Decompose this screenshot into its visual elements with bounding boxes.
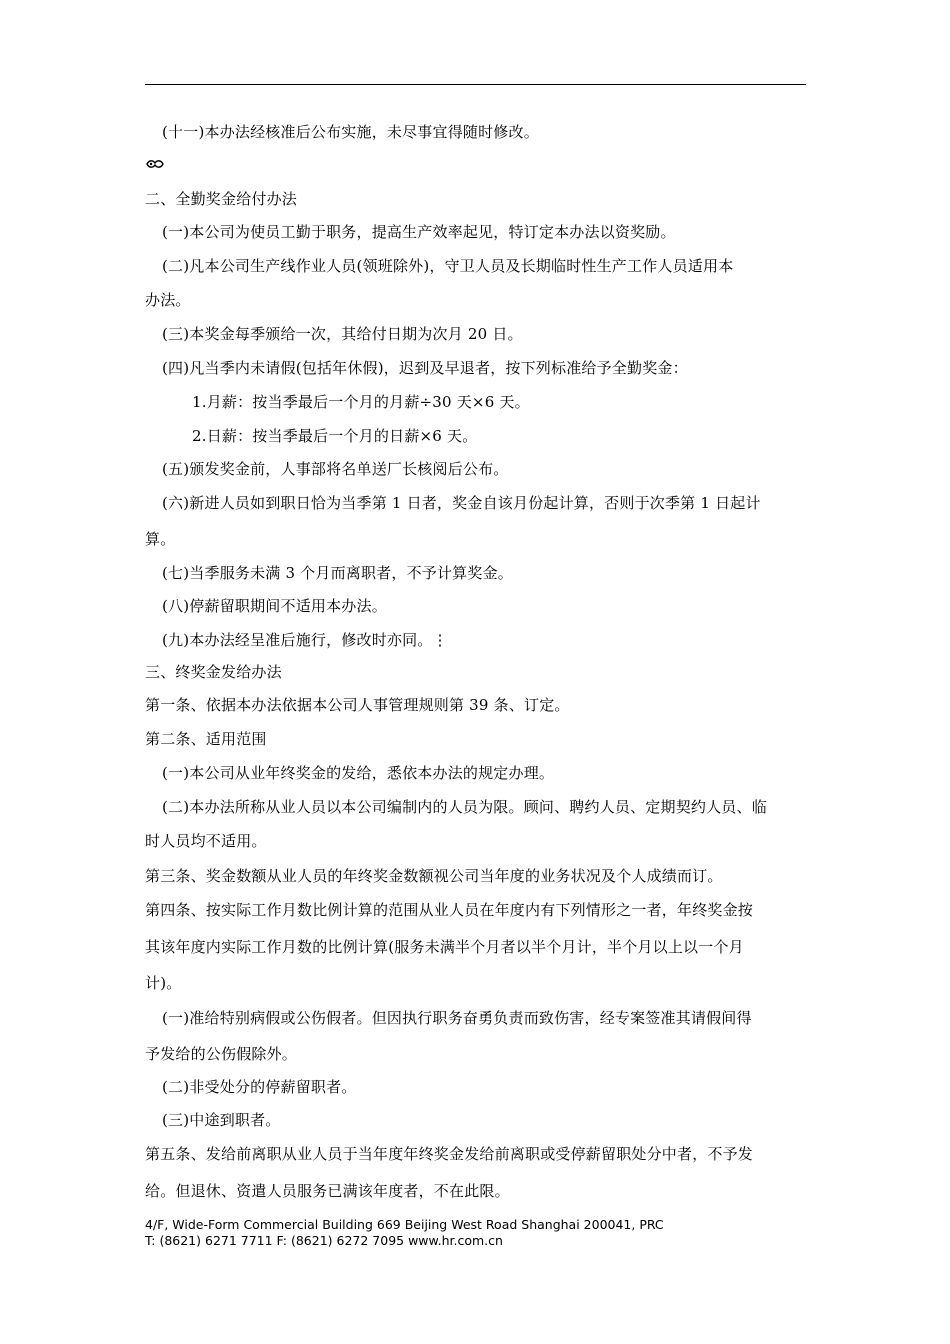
article-5-cont: 给。但退休、资遣人员服务已满该年度者，不在此限。 <box>145 1182 510 1200</box>
clause-11: (十一)本办法经核准后公布实施，未尽事宜得随时修改。 <box>162 123 539 141</box>
clause-7: (七)当季服务未满 3 个月而离职者，不予计算奖金。 <box>162 564 513 582</box>
clause-6-cont: 算。 <box>145 530 176 548</box>
article-4-item-2: (二)非受处分的停薪留职者。 <box>162 1078 357 1096</box>
article-2-item-2-cont: 时人员均不适用。 <box>145 832 267 850</box>
clause-4-item-2: 2.日薪：按当季最后一个月的日薪×6 天。 <box>192 427 478 445</box>
article-4-item-1: (一)准给特别病假或公伤假者。但因执行职务奋勇负责而致伤害，经专案签准其请假间得 <box>162 1009 752 1027</box>
clause-5: (五)颁发奖金前，人事部将名单送厂长核阅后公布。 <box>162 460 509 478</box>
section-heading-attendance-bonus: 二、全勤奖金给付办法 <box>145 190 298 208</box>
clause-2: (二)凡本公司生产线作业人员(领班除外)，守卫人员及长期临时性生产工作人员适用本 <box>162 257 734 275</box>
clause-4: (四)凡当季内未请假(包括年休假)，迟到及早退者，按下列标准给予全勤奖金： <box>162 359 688 377</box>
article-1: 第一条、依据本办法依据本公司人事管理规则第 39 条、订定。 <box>145 696 570 714</box>
article-2-item-1: (一)本公司从业年终奖金的发给，悉依本办法的规定办理。 <box>162 764 555 782</box>
clause-2-cont: 办法。 <box>145 291 191 309</box>
article-3: 第三条、奖金数额从业人员的年终奖金数额视公司当年度的业务状况及个人成绩而订。 <box>145 867 723 885</box>
article-4: 第四条、按实际工作月数比例计算的范围从业人员在年度内有下列情形之一者，年终奖金按 <box>145 901 754 919</box>
article-2-item-2: (二)本办法所称从业人员以本公司编制内的人员为限。顾问、聘约人员、定期契约人员、临 <box>162 798 767 816</box>
article-4-item-1-cont: 予发给的公伤假除外。 <box>145 1045 298 1063</box>
section-heading-year-end-bonus: 三、终奖金发给办法 <box>145 663 282 681</box>
clause-1: (一)本公司为使员工勤于职务，提高生产效率起见，特订定本办法以资奖励。 <box>162 223 676 241</box>
clause-8: (八)停薪留职期间不适用本办法。 <box>162 597 387 615</box>
header-rule <box>145 84 806 85</box>
article-4-cont: 其该年度内实际工作月数的比例计算(服务未满半个月者以半个月计，半个月以上以一个月 <box>145 938 744 956</box>
article-5: 第五条、发给前离职从业人员于当年度年终奖金发给前离职或受停薪留职处分中者，不予发 <box>145 1145 754 1163</box>
clause-4-item-1: 1.月薪：按当季最后一个月的月薪÷30 天×6 天。 <box>192 393 530 411</box>
clause-3: (三)本奖金每季颁给一次，其给付日期为次月 20 日。 <box>162 325 523 343</box>
clause-6: (六)新进人员如到职日恰为当季第 1 日者，奖金自该月份起计算，否则于次季第 1 日起计 <box>162 494 761 512</box>
article-2: 第二条、适用范围 <box>145 730 267 748</box>
footer-contact: T: (8621) 6271 7711 F: (8621) 6272 7095 www.hr.com.cn <box>145 1233 503 1248</box>
footer-address: 4/F, Wide-Form Commercial Building 669 Beijing West Road Shanghai 200041, PRC <box>145 1217 664 1232</box>
clause-9: (九)本办法经呈准后施行，修改时亦同。⋮ <box>162 631 448 649</box>
section-marker-icon <box>145 157 165 171</box>
article-4-item-3: (三)中途到职者。 <box>162 1111 281 1129</box>
article-4-cont-2: 计)。 <box>145 974 182 992</box>
